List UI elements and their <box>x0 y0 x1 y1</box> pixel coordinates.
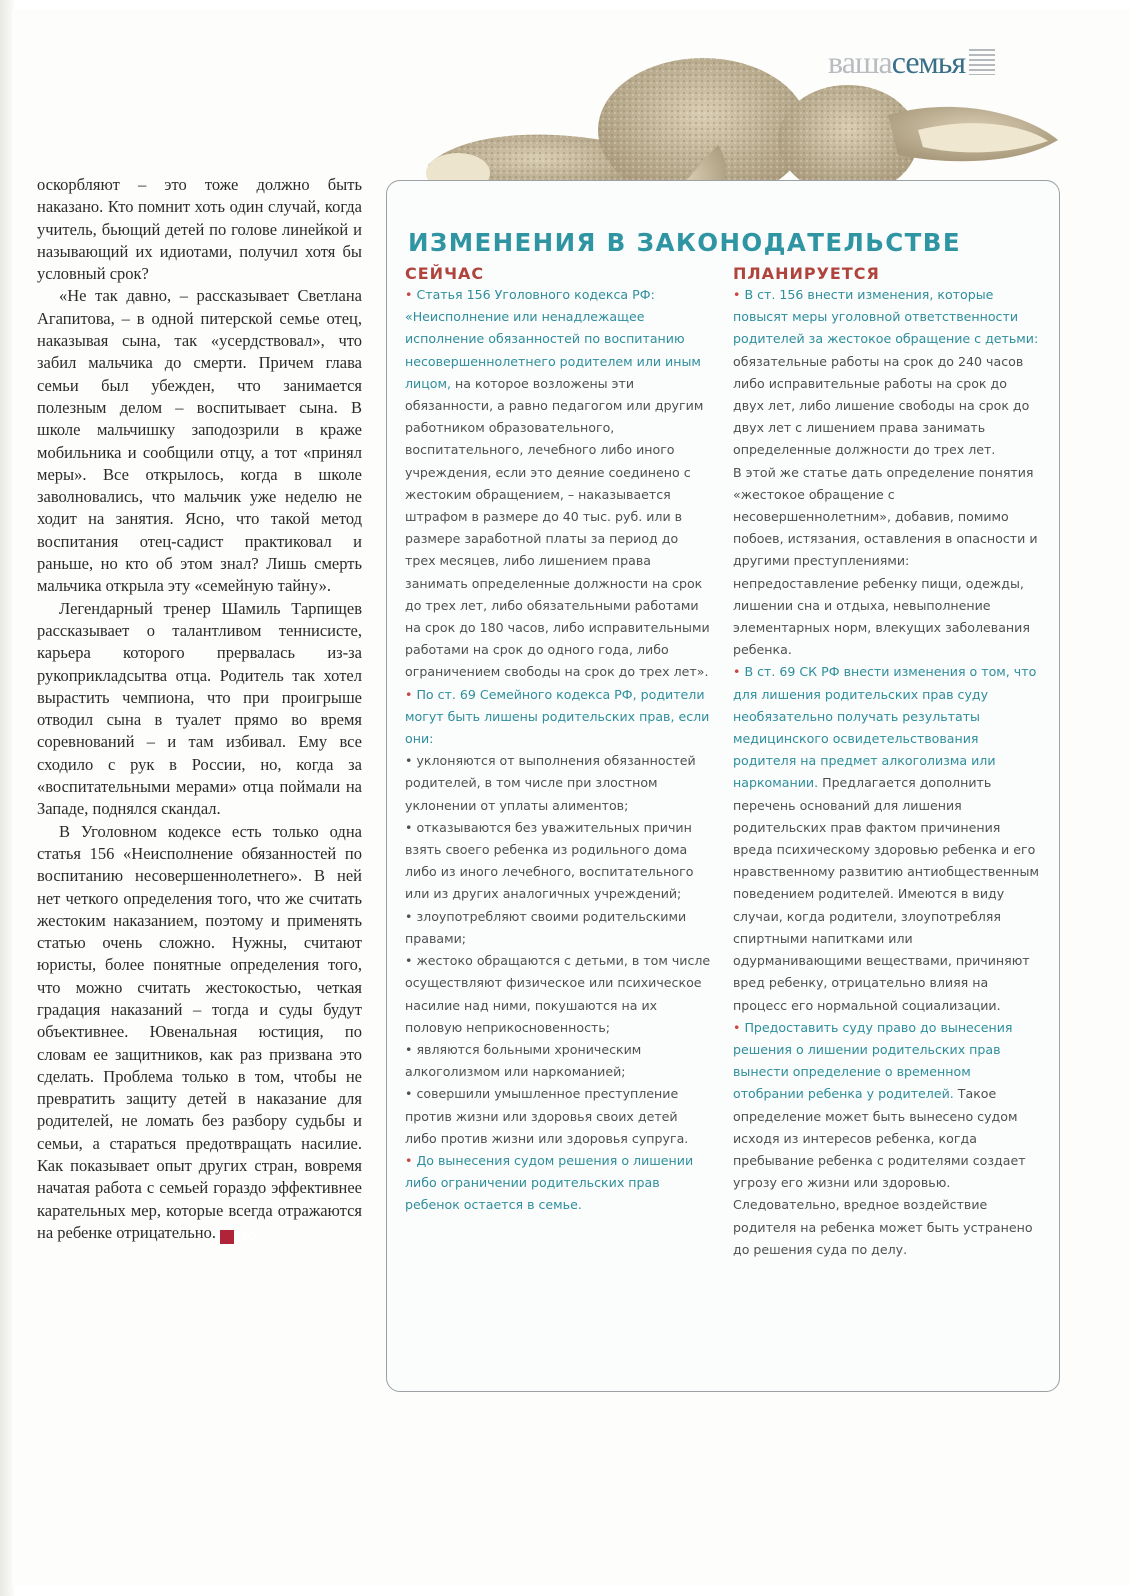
now-subitem: • отказываются без уважительных причин взять своего ребенка из родильного дома либо из иного лечебного, воспитательного или из других аналогичных учреждений; <box>405 819 694 902</box>
masthead-part2: семья <box>891 44 966 80</box>
sidebar-column-planned <box>733 264 1039 1261</box>
now-subitem: • злоупотребляют своими родительскими правами; <box>405 908 687 946</box>
article-paragraph: оскорбляют – это тоже должно быть наказано. Кто помнит хоть один случай, когда учитель, бьющий детей по голове линейкой и называющий их идиотами, получил хотя бы условный срок? <box>37 175 362 284</box>
planned-item: • В ст. 156 внести изменения, которые повысят меры уголовной ответственности родителей за жестокое обращение с детьми: обязательные работы на срок до 240 часов либо исправительные работы на срок до двух лет, либо лишение свободы на срок до двух лет с лишением права занимать определенные должности до трех лет. <box>733 287 1039 458</box>
article-paragraph-text: В Уголовном кодексе есть только одна статья 156 «Неисполнение обязанностей по воспитанию несовершеннолетнего». В ней нет четкого определения того, что же считать жестоким наказанием, поэтому и применять статью очень сложно. Нужны, считают юристы, более понятные определения того, что можно считать жестокостью, четкая градация наказаний – тогда и суды будут объективнее. Ювенальная юстиция, по словам ее защитников, как раз призвана это сделать. Проблема только в том, чтобы не превратить защиту детей в наказание для родителей, не ломать без разбору судьбы и семьи, а стараться предотвращать насилие. Как показывает опыт других стран, вовремя начатая работа с семьей гораздо эффективнее карательных мер, которые всегда отражаются на ребенке отрицательно. <box>37 821 362 1242</box>
now-subitem: • уклоняются от выполнения обязанностей родителей, в том числе при злостном уклонении от уплаты алиментов; <box>405 753 696 813</box>
now-item: • По ст. 69 Семейного кодекса РФ, родители могут быть лишены родительских прав, если они: <box>405 686 710 747</box>
article-paragraph: «Не так давно, – рассказывает Светлана Агапитова, – в одной питерской семье отец, наказывая сына, так «усердствовал», что забил мальчика до смерти. Причем глава семьи был убежден, что занимается полезным делом – воспитывает сына. В школе мальчишку заподозрили в краже мобильника и сообщили отцу, а тот «принял меры». Все открылось, когда в школе заволновались, что мальчик уже неделю не ходит на занятия. Ясно, что такой метод воспитания отец-садист практиковал и раньше, но кто об этом знал? Лишь смерть мальчика открыла эту «семейную тайну». <box>37 286 362 596</box>
now-subitem: • являются больными хроническим алкоголизмом или наркоманией; <box>405 1041 642 1080</box>
now-subitem: • совершили умышленное преступление против жизни или здоровья своих детей либо против жизни или здоровья супруга. <box>405 1086 689 1146</box>
now-item: • До вынесения судом решения о лишении либо ограничении родительских прав ребенок остается в семье. <box>405 1152 694 1213</box>
sidebar-title: ИЗМЕНЕНИЯ В ЗАКОНОДАТЕЛЬСТВЕ <box>408 228 961 257</box>
article-body <box>37 174 362 1244</box>
article-paragraph: Легендарный тренер Шамиль Тарпищев рассказывает о талантливом теннисисте, карьера которого прервалась из-за рукоприкладсытва отца. Родитель так хотел вырастить чемпиона, что при проигрыше отводил сына в туалет прямо во время соревнований – и там избивал. Ему все сходило с рук в России, но, когда за «воспитательными мерами» отца поймали на Западе, поднялся скандал. <box>37 598 362 819</box>
planned-item: В этой же статье дать определение понятия «жестокое обращение с несовершеннолетним», добавив, помимо побоев, истязания, оставления в опасности и другими преступлениями: непредоставление ребенку пищи, одежды, лишении сна и отдыха, невыполнение элементарных норм, влекущих заболевания ребенка. <box>733 464 1038 658</box>
masthead-part1: ваша <box>828 44 892 80</box>
now-item: • Статья 156 Уголовного кодекса РФ: «Неисполнение или ненадлежащее исполнение обязанностей по воспитанию несовершеннолетнего родителем или иным лицом, на которое возложены эти обязанности, а равно педагогом или другим работником образовательного, воспитательного, лечебного либо иного учреждения, если это деяние соединено с жестоким обращением, – наказывается штрафом в размере до 40 тыс. руб. или в размере заработной платы за период до трех месяцев, либо лишением права занимать определенные должности на срок до трех лет, либо обязательными работами на срок до 180 часов, либо исправительными работами на срок до одного года, либо ограничением свободы на срок до трех лет». <box>405 287 710 680</box>
planned-item: • Предоставить суду право до вынесения решения о лишении родительских прав вынести определение о временном отобрании ребенка у родителей. Такое определение может быть вынесено судом исходя из интересов ребенка, когда пребывание ребенка с родителями создает угрозу его жизни или здоровью. Следовательно, вредное воздействие родителя на ребенка может быть устранено до решения суда по делу. <box>733 1019 1033 1257</box>
planned-heading: ПЛАНИРУЕТСЯ <box>733 264 880 283</box>
now-subitem: • жестоко обращаются с детьми, в том числе осуществляют физическое или психическое насилие над ними, покушаются на их половую неприкосновенность; <box>405 953 711 1035</box>
article-paragraph-last <box>37 821 362 1245</box>
sidebar-column-now <box>405 264 711 1217</box>
planned-item: • В ст. 69 СК РФ внести изменения о том, что для лишения родительских прав суду необязательно получать результаты медицинского освидетельствования родителя на предмет алкоголизма или наркомании. Предлагается дополнить перечень оснований для лишения родительских прав фактом причинения вреда психическому здоровью ребенка и его нравственному развитию антиобщественным поведением родителей. Имеются в виду случаи, когда родители, злоупотребляя спиртными напитками или одурманивающими веществами, причиняют вред ребенку, отрицательно влияя на процесс его нормальной социализации. <box>733 664 1039 1013</box>
article-end-mark-icon: DD <box>220 1230 234 1244</box>
now-heading: СЕЙЧАС <box>405 264 485 283</box>
